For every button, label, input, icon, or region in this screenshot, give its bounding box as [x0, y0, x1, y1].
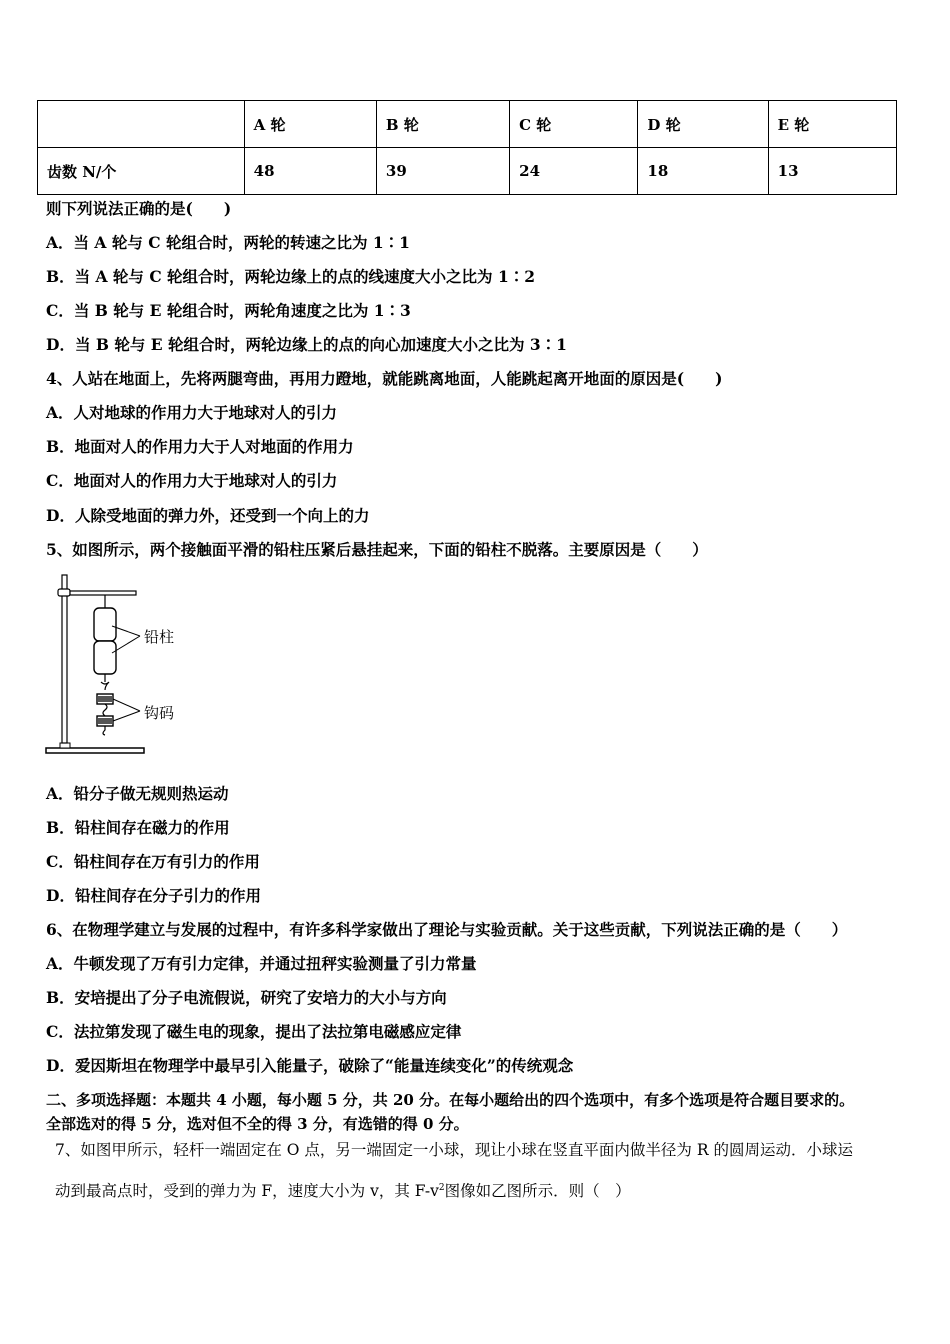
weight-hook — [103, 726, 105, 735]
q5-option-b: B．铅柱间存在磁力的作用 — [46, 818, 230, 837]
table-cell: 18 — [638, 148, 768, 195]
weight-upper-fill — [98, 696, 112, 702]
weight-label-leader-2 — [113, 711, 140, 721]
q3-option-a: A．当 A 轮与 C 轮组合时，两轮的转速之比为 1∶1 — [46, 233, 410, 252]
stand-pole — [62, 575, 67, 743]
weight-link — [103, 704, 107, 716]
q7-stem-line1: 7、如图甲所示，轻杆一端固定在 O 点，另一端固定一小球，现让小球在竖直平面内做半径为 R 的圆周运动．小球运 — [55, 1141, 853, 1159]
table-header-cell: C 轮 — [510, 101, 638, 148]
lead-cylinder-figure — [40, 570, 200, 765]
q6-option-c: C．法拉第发现了磁生电的现象，提出了法拉第电磁感应定律 — [46, 1022, 462, 1041]
table-row — [38, 148, 897, 195]
table-header-cell: B 轮 — [376, 101, 509, 148]
q6-option-a: A．牛顿发现了万有引力定律，并通过扭秤实验测量了引力常量 — [46, 954, 477, 973]
q4-stem: 4、人站在地面上，先将两腿弯曲，再用力蹬地，就能跳离地面，人能跳起离开地面的原因是( ) — [46, 369, 723, 388]
table-cell: 24 — [510, 148, 638, 195]
q6-stem: 6、在物理学建立与发展的过程中，有许多科学家做出了理论与实验贡献。关于这些贡献，下列说法正确的是（ ） — [46, 920, 848, 939]
table-header-cell: D 轮 — [638, 101, 768, 148]
q3-stem: 则下列说法正确的是( ) — [46, 199, 232, 218]
lead-label: 铅柱 — [144, 628, 175, 646]
table-header-cell: A 轮 — [244, 101, 376, 148]
q6-option-b: B．安培提出了分子电流假说，研究了安培力的大小与方向 — [46, 988, 447, 1007]
q3-option-b: B．当 A 轮与 C 轮组合时，两轮边缘上的点的线速度大小之比为 1∶2 — [46, 267, 536, 286]
lead-cylinder-upper — [94, 608, 116, 641]
lead-cylinder-lower — [94, 641, 116, 674]
table-row-label: 齿数 N/个 — [38, 148, 245, 195]
table-header-cell — [38, 101, 245, 148]
stand-base — [46, 748, 144, 753]
weight-lower-fill — [98, 718, 112, 724]
q4-option-b: B．地面对人的作用力大于人对地面的作用力 — [46, 437, 354, 456]
table-cell: 39 — [376, 148, 509, 195]
q7-line2-sup: 2 — [438, 1183, 445, 1193]
stand-clamp — [58, 589, 70, 596]
weight-label: 钩码 — [144, 704, 175, 722]
q3-option-d: D．当 B 轮与 E 轮组合时，两轮边缘上的点的向心加速度大小之比为 3∶1 — [46, 335, 567, 354]
table-cell: 13 — [768, 148, 896, 195]
gear-teeth-table — [37, 100, 897, 195]
section2-heading: 二、多项选择题：本题共 4 小题，每小题 5 分，共 20 分。在每小题给出的四个选项中，有多个选项是符合题目要求的。 — [46, 1091, 855, 1109]
table-cell: 48 — [244, 148, 376, 195]
q7-stem-line2 — [55, 1178, 631, 1201]
hook — [101, 674, 109, 690]
q4-option-c: C．地面对人的作用力大于地球对人的引力 — [46, 471, 338, 490]
q5-option-d: D．铅柱间存在分子引力的作用 — [46, 886, 261, 905]
q4-option-a: A．人对地球的作用力大于地球对人的引力 — [46, 403, 338, 422]
q6-option-d: D．爱因斯坦在物理学中最早引入能量子，破除了“能量连续变化”的传统观念 — [46, 1056, 574, 1075]
stand-foot — [60, 743, 70, 748]
section2-scoring: 全部选对的得 5 分，选对但不全的得 3 分，有选错的得 0 分。 — [46, 1115, 469, 1133]
q5-option-a: A．铅分子做无规则热运动 — [46, 784, 229, 803]
table-header-row — [38, 101, 897, 148]
q3-option-c: C．当 B 轮与 E 轮组合时，两轮角速度之比为 1∶3 — [46, 301, 411, 320]
q5-option-c: C．铅柱间存在万有引力的作用 — [46, 852, 260, 871]
q4-option-d: D．人除受地面的弹力外，还受到一个向上的力 — [46, 506, 370, 525]
weight-label-leader-1 — [113, 699, 140, 711]
q7-line2-pre: 动到最高点时，受到的弹力为 F，速度大小为 v，其 F-v — [55, 1182, 439, 1201]
q7-line2-post: 图像如乙图所示．则（ ） — [444, 1182, 631, 1201]
stand-arm — [70, 591, 136, 595]
table-header-cell: E 轮 — [768, 101, 896, 148]
q5-stem: 5、如图所示，两个接触面平滑的铅柱压紧后悬挂起来，下面的铅柱不脱落。主要原因是（ ） — [46, 540, 708, 559]
